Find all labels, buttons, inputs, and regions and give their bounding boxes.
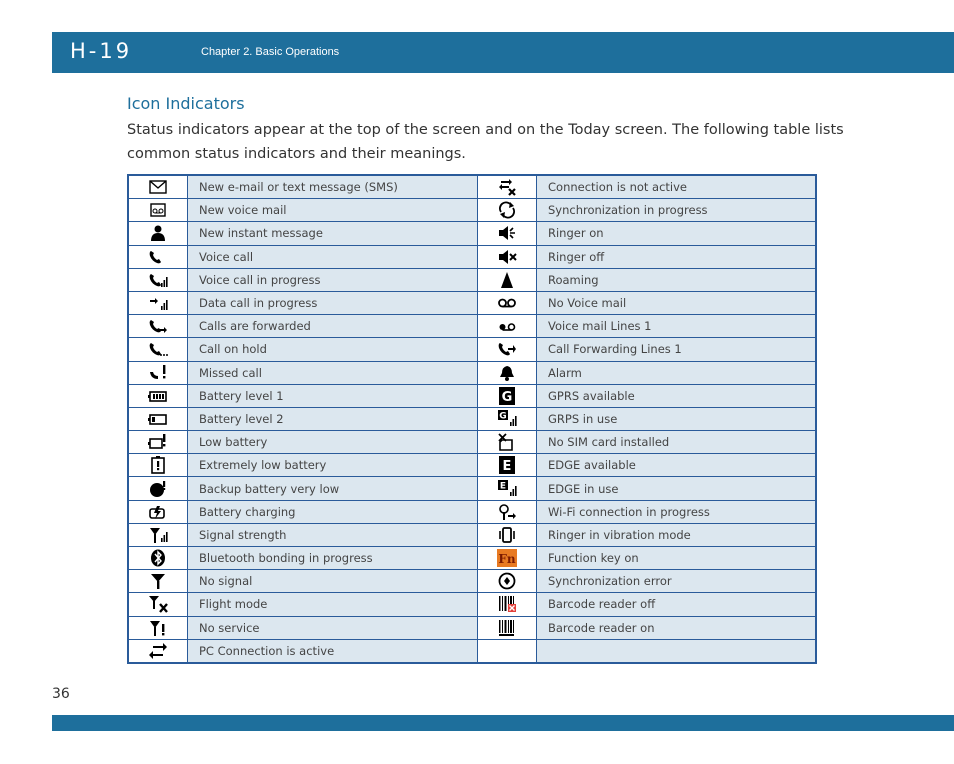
table-row <box>128 431 816 454</box>
indicator-description: Synchronization error <box>537 570 817 593</box>
missed-call-icon <box>128 361 188 384</box>
indicator-description: Voice mail Lines 1 <box>537 315 817 338</box>
table-row <box>128 199 816 222</box>
indicator-description: Calls are forwarded <box>188 315 478 338</box>
chapter-title: Chapter 2. Basic Operations <box>201 46 340 58</box>
wifi-progress-icon <box>478 500 537 523</box>
indicator-description: No SIM card installed <box>537 431 817 454</box>
indicator-description: Backup battery very low <box>188 477 478 500</box>
call-forward-line-icon <box>478 338 537 361</box>
indicator-description: GPRS available <box>537 384 817 407</box>
table-row <box>128 407 816 430</box>
indicator-description: Missed call <box>188 361 478 384</box>
backup-battery-icon <box>128 477 188 500</box>
empty-cell <box>478 639 537 663</box>
table-row <box>128 639 816 663</box>
table-row <box>128 454 816 477</box>
svg-text:E: E <box>499 481 507 492</box>
battery-level2-icon <box>128 407 188 430</box>
call-forward-icon <box>128 315 188 338</box>
indicator-description: Low battery <box>188 431 478 454</box>
sync-arrows-icon <box>478 199 537 222</box>
indicator-description: Alarm <box>537 361 817 384</box>
table-row <box>128 547 816 570</box>
connection-inactive-icon <box>478 175 537 199</box>
barcode-on-icon <box>478 616 537 639</box>
indicator-description: Data call in progress <box>188 291 478 314</box>
indicator-table <box>127 174 817 664</box>
edge-in-use-icon <box>478 477 537 500</box>
indicator-description: Battery level 1 <box>188 384 478 407</box>
pc-connection-icon <box>128 639 188 663</box>
indicator-description: PC Connection is active <box>188 639 478 663</box>
indicator-description: Signal strength <box>188 523 478 546</box>
indicator-description: Function key on <box>537 547 817 570</box>
no-sim-icon <box>478 431 537 454</box>
indicator-description: EDGE available <box>537 454 817 477</box>
indicator-description: Ringer on <box>537 222 817 245</box>
indicator-description: No Voice mail <box>537 291 817 314</box>
voicemail-envelope-icon <box>128 199 188 222</box>
bluetooth-icon <box>128 547 188 570</box>
table-row <box>128 593 816 616</box>
sync-error-icon <box>478 570 537 593</box>
phone-signal-icon <box>128 268 188 291</box>
footer-band <box>52 715 954 731</box>
indicator-description: Call Forwarding Lines 1 <box>537 338 817 361</box>
indicator-description: Synchronization in progress <box>537 199 817 222</box>
low-battery-icon <box>128 431 188 454</box>
table-row <box>128 245 816 268</box>
table-row <box>128 268 816 291</box>
header-band <box>52 32 954 73</box>
indicator-description: Ringer off <box>537 245 817 268</box>
table-row <box>128 570 816 593</box>
envelope-icon <box>128 175 188 199</box>
table-row <box>128 384 816 407</box>
table-row <box>128 500 816 523</box>
table-row <box>128 338 816 361</box>
no-service-icon <box>128 616 188 639</box>
indicator-description: Connection is not active <box>537 175 817 199</box>
gprs-icon <box>478 384 537 407</box>
table-row <box>128 361 816 384</box>
section-title: Icon Indicators <box>127 94 245 113</box>
indicator-description: New voice mail <box>188 199 478 222</box>
edge-icon <box>478 454 537 477</box>
page-number: 36 <box>52 686 70 702</box>
function-key-icon <box>478 547 537 570</box>
flight-mode-icon <box>128 593 188 616</box>
svg-text:G: G <box>499 411 507 422</box>
product-logo: H-19 <box>70 39 133 63</box>
battery-level1-icon <box>128 384 188 407</box>
indicator-description: EDGE in use <box>537 477 817 500</box>
intro-paragraph: Status indicators appear at the top of the screen and on the Today screen. The following table lists common status indicators and their meanings. <box>127 122 844 162</box>
svg-text:Fn: Fn <box>498 552 516 567</box>
indicator-description: New e-mail or text message (SMS) <box>188 175 478 199</box>
svg-text:E: E <box>502 459 512 475</box>
battery-charging-icon <box>128 500 188 523</box>
table-row <box>128 523 816 546</box>
alarm-bell-icon <box>478 361 537 384</box>
phone-handset-icon <box>128 245 188 268</box>
indicator-description: Roaming <box>537 268 817 291</box>
indicator-description: Voice call in progress <box>188 268 478 291</box>
extremely-low-battery-icon <box>128 454 188 477</box>
indicator-description: Flight mode <box>188 593 478 616</box>
barcode-off-icon <box>478 593 537 616</box>
speaker-off-icon <box>478 245 537 268</box>
table-row <box>128 175 816 199</box>
indicator-description: Call on hold <box>188 338 478 361</box>
table-row <box>128 477 816 500</box>
voicemail-line-icon <box>478 315 537 338</box>
signal-strength-icon <box>128 523 188 546</box>
no-signal-icon <box>128 570 188 593</box>
indicator-description: Wi-Fi connection in progress <box>537 500 817 523</box>
indicator-description: Voice call <box>188 245 478 268</box>
indicator-description: Battery charging <box>188 500 478 523</box>
indicator-description: Extremely low battery <box>188 454 478 477</box>
indicator-description: Battery level 2 <box>188 407 478 430</box>
person-icon <box>128 222 188 245</box>
vibration-icon <box>478 523 537 546</box>
roaming-icon <box>478 268 537 291</box>
svg-text:G: G <box>501 389 513 405</box>
table-row <box>128 222 816 245</box>
indicator-description: Bluetooth bonding in progress <box>188 547 478 570</box>
call-hold-icon <box>128 338 188 361</box>
indicator-description: Ringer in vibration mode <box>537 523 817 546</box>
indicator-description: New instant message <box>188 222 478 245</box>
indicator-description: Barcode reader on <box>537 616 817 639</box>
table-row <box>128 291 816 314</box>
speaker-on-icon <box>478 222 537 245</box>
indicator-description <box>537 639 817 663</box>
gprs-in-use-icon <box>478 407 537 430</box>
indicator-description: Barcode reader off <box>537 593 817 616</box>
data-call-icon <box>128 291 188 314</box>
table-row <box>128 616 816 639</box>
indicator-description: No service <box>188 616 478 639</box>
indicator-description: GRPS in use <box>537 407 817 430</box>
indicator-description: No signal <box>188 570 478 593</box>
no-voicemail-icon <box>478 291 537 314</box>
table-row <box>128 315 816 338</box>
